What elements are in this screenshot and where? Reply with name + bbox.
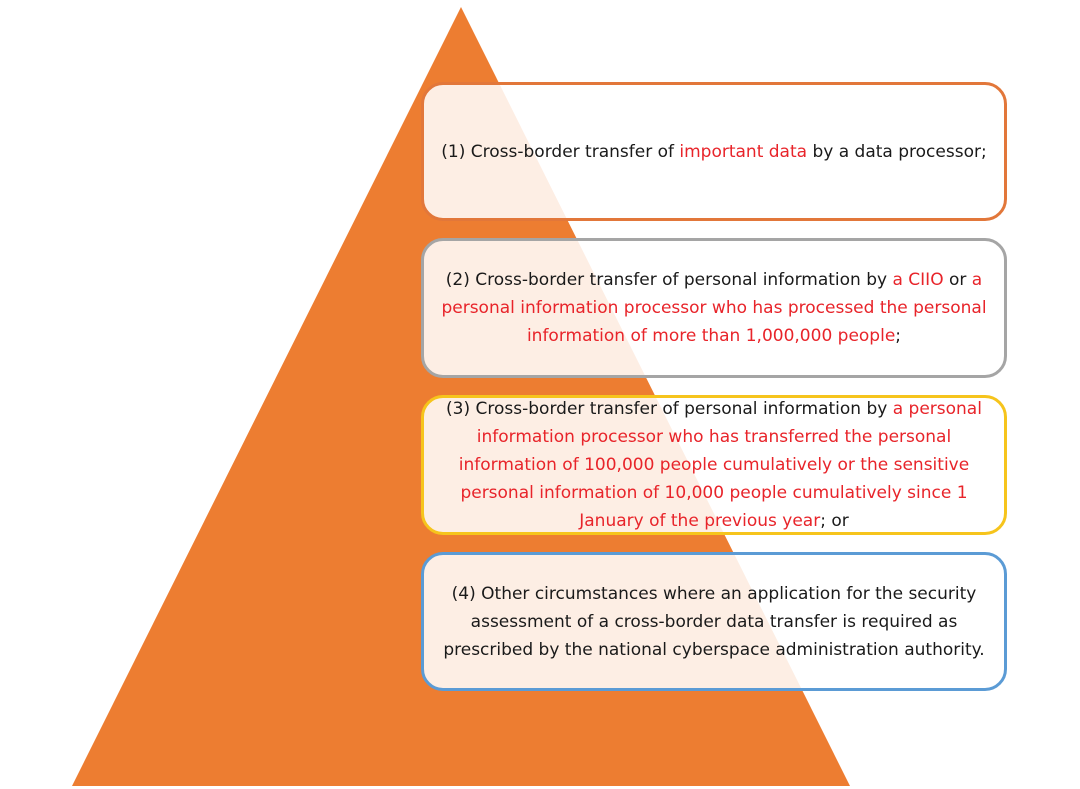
criterion-box-1 (421, 82, 1007, 221)
criterion-2-highlight-processor: a personal information processor who has processed the personal information of more than 1,000,000 people (441, 270, 987, 346)
criterion-1-segment-1: (1) Cross-border transfer of (441, 141, 680, 162)
criterion-text-1 (441, 138, 986, 166)
criterion-3-highlight-processor: a personal information processor who has transferred the personal information of 100,000 people cumulatively or the sensitive personal information of 10,000 people cumulatively since 1 January of the previous year (458, 399, 982, 531)
criterion-2-segment-3: or (943, 270, 972, 290)
criterion-3-segment-1: (3) Cross-border transfer of personal information by (446, 399, 893, 419)
criterion-1-segment-3: by a data processor; (807, 141, 987, 162)
criterion-box-2 (421, 238, 1007, 378)
criterion-2-segment-5: ; (895, 326, 902, 346)
criterion-3-segment-3: ; or (820, 511, 849, 531)
criterion-text-2 (432, 266, 996, 350)
criterion-2-highlight-ciio: a CIIO (892, 270, 944, 290)
criterion-4-segment-1: (4) Other circumstances where an application for the security assessment of a cross-border data transfer is required as prescribed by the national cyberspace administration authority. (443, 583, 985, 660)
criterion-box-3 (421, 395, 1007, 535)
criterion-text-4 (432, 580, 996, 664)
criterion-box-4 (421, 552, 1007, 691)
criterion-1-highlight-important-data: important data (679, 141, 808, 162)
criterion-text-3 (432, 395, 996, 535)
criterion-2-segment-1: (2) Cross-border transfer of personal information by (445, 270, 893, 290)
